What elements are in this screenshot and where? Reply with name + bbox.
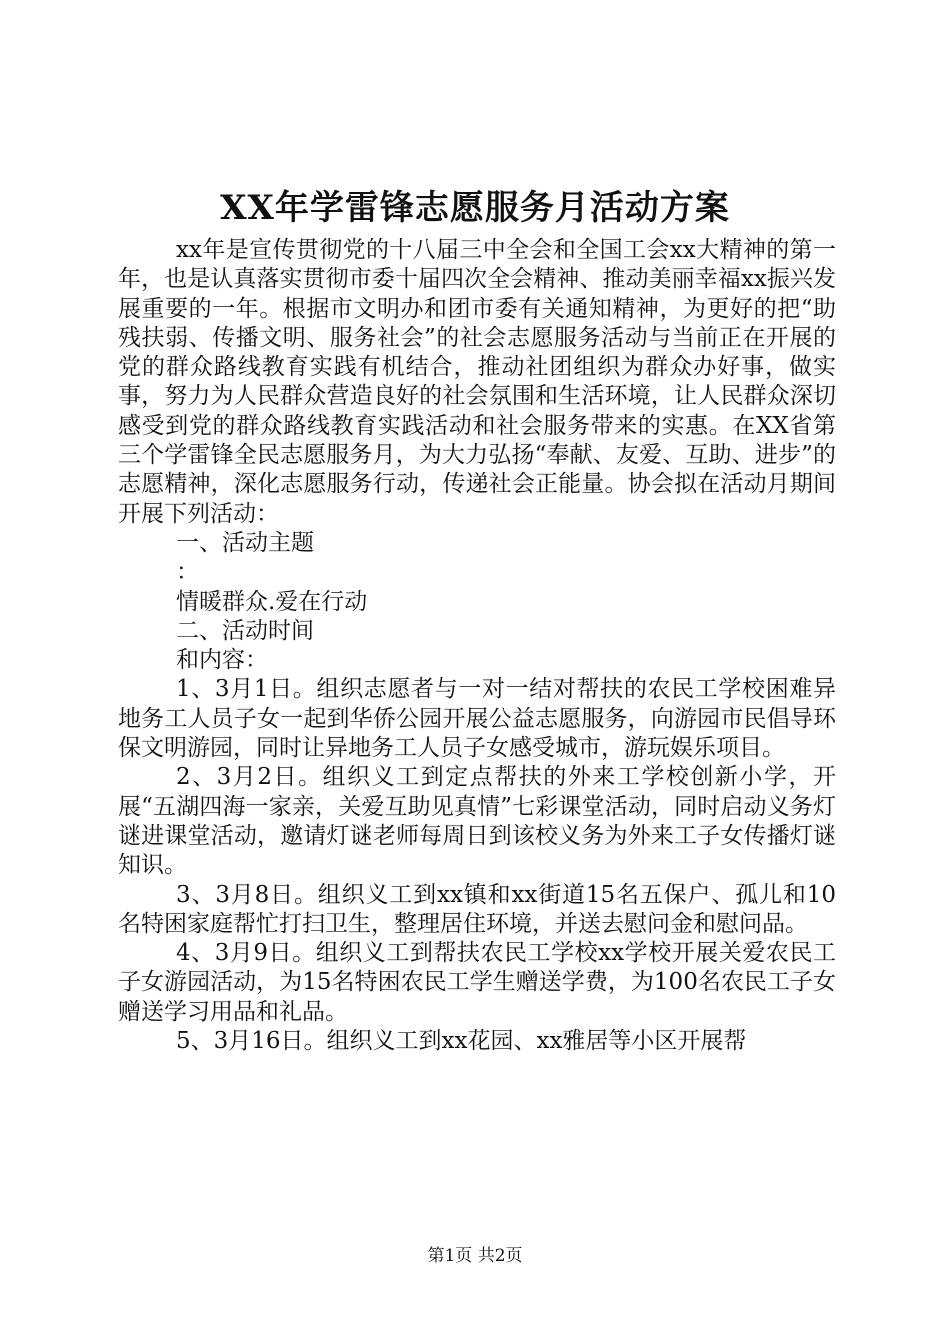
- activity-item: 5、3月16日。组织义工到xx花园、xx雅居等小区开展帮: [176, 1028, 747, 1055]
- activity-item: 4、3月9日。组织义工到帮扶农民工学校xx学校开展关爱农民工子女游园活动，为15名特困农民工学生赠送学费，为100名农民工子女赠送学习用品和礼品。: [118, 940, 836, 1025]
- section-heading-content: 和内容：: [176, 647, 268, 674]
- intro-paragraph: xx年是宣传贯彻党的十八届三中全会和全国工会xx大精神的第一年，也是认真落实贯彻市委十届四次全会精神、推动美丽幸福xx振兴发展重要的一年。根据市文明办和团市委有关通知精神，为更好的把“助残扶弱、传播文明、服务社会”的社会志愿服务活动与当前正在开展的党的群众路线教育实践有机结合，推动社团组织为群众办好事，做实事，努力为人民群众营造良好的社会氛围和生活环境，让人民群众深切感受到党的群众路线教育实践活动和社会服务带来的实惠。在XX省第三个学雷锋全民志愿服务月，为大力弘扬“奉献、友爱、互助、进步”的志愿精神，深化志愿服务行动，传递社会正能量。协会拟在活动月期间开展下列活动：: [118, 237, 836, 527]
- section-heading-time: 二、活动时间: [176, 617, 314, 644]
- page-number-footer: 第1页 共2页: [427, 1246, 523, 1266]
- theme-text: 情暖群众.爱在行动: [176, 588, 368, 615]
- activity-item: 1、3月1日。组织志愿者与一对一结对帮扶的农民工学校困难异地务工人员子女一起到华侨公园开展公益志愿服务，向游园市民倡导环保文明游园，同时让异地务工人员子女感受城市，游玩娱乐项目。: [118, 676, 836, 762]
- document-body: [118, 236, 836, 1056]
- activity-item: 3、3月8日。组织义工到xx镇和xx街道15名五保户、孤儿和10名特困家庭帮忙打扫卫生，整理居住环境，并送去慰问金和慰问品。: [118, 881, 836, 937]
- section-heading-theme: 一、活动主题: [176, 529, 314, 556]
- theme-colon: ：: [176, 559, 199, 586]
- activity-item: 2、3月2日。组织义工到定点帮扶的外来工学校创新小学，开展“五湖四海一家亲，关爱互助见真情”七彩课堂活动，同时启动义务灯谜进课堂活动，邀请灯谜老师每周日到该校义务为外来工子女传播灯谜知识。: [118, 764, 836, 879]
- document-title: XX年学雷锋志愿服务月活动方案: [220, 188, 730, 228]
